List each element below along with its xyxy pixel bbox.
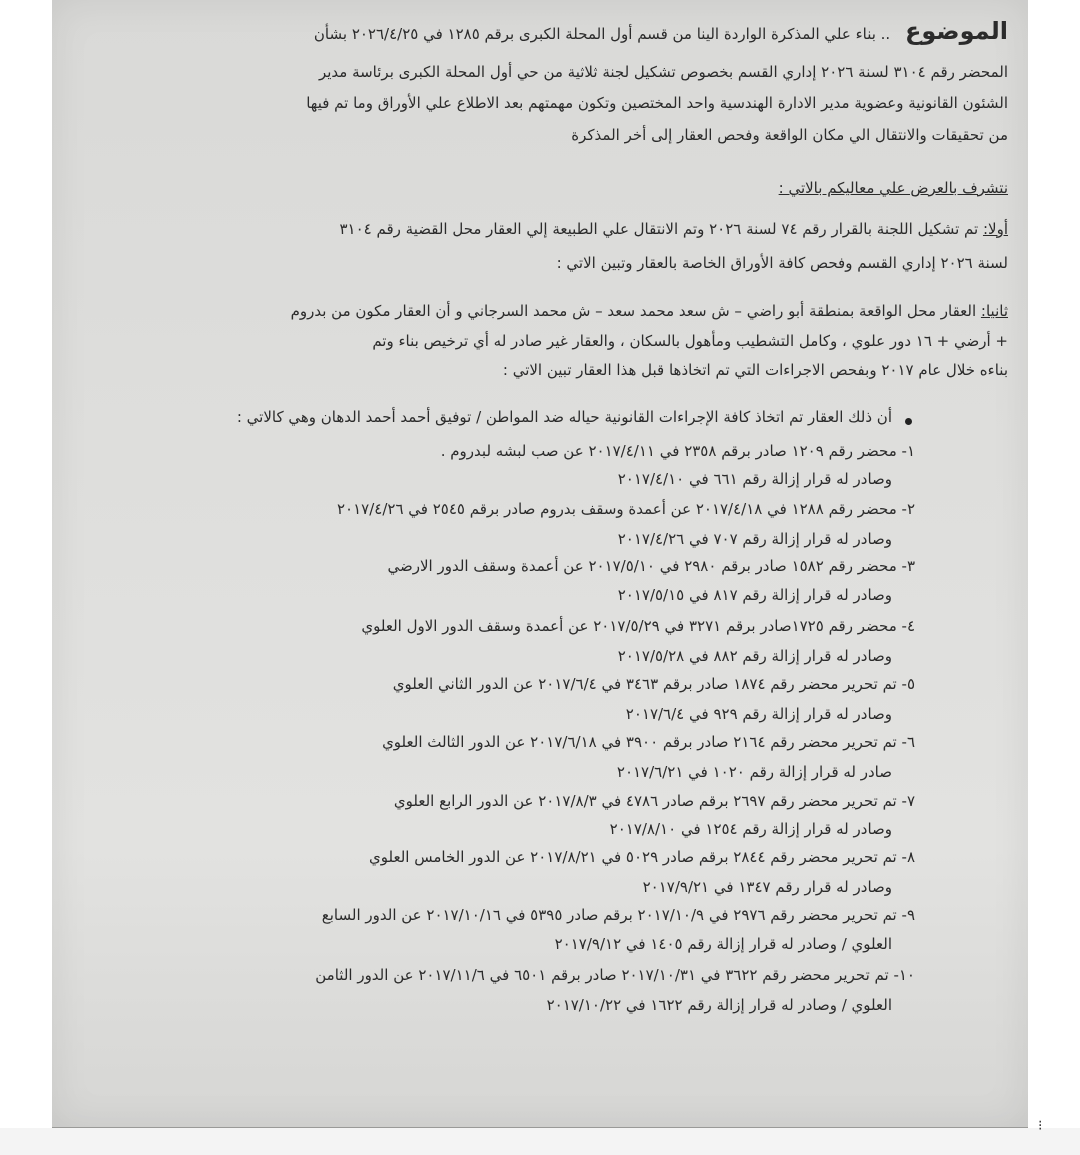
item-1-line-1 — [441, 442, 915, 461]
item-text: محضر رقم ١٢٨٨ في ٢٠١٧/٤/١٨ عن أعمدة وسقف بدروم صادر برقم ٢٥٤٥ في ٢٠١٧/٤/٢٦ — [337, 500, 897, 518]
item-number: ٧- — [901, 792, 915, 810]
item-4-line-2: وصادر له قرار إزالة رقم ٨٨٢ في ٢٠١٧/٥/٢٨ — [617, 647, 892, 665]
item-6-line-2: صادر له قرار إزالة رقم ١٠٢٠ في ٢٠١٧/٦/٢١ — [616, 763, 892, 781]
first-text-1: تم تشكيل اللجنة بالقرار رقم ٧٤ لسنة ٢٠٢٦ وتم الانتقال علي الطبيعة إلي العقار محل القضية رقم ٣١٠٤ — [339, 220, 979, 238]
item-number: ٥- — [901, 675, 915, 693]
item-7-line-1 — [394, 792, 915, 811]
item-text: محضر رقم ١٥٨٢ صادر برقم ٢٩٨٠ في ٢٠١٧/٥/١٠ عن أعمدة وسقف الدور الارضي — [387, 557, 897, 575]
first-line-2: لسنة ٢٠٢٦ إداري القسم وفحص كافة الأوراق الخاصة بالعقار وتبين الاتي : — [556, 254, 1008, 272]
second-label: ثانيا: — [980, 302, 1008, 320]
item-10-line-2: العلوي / وصادر له قرار إزالة رقم ١٦٢٢ في ٢٠١٧/١٠/٢٢ — [546, 996, 892, 1014]
item-number: ٦- — [901, 733, 915, 751]
item-5-line-2: وصادر له قرار إزالة رقم ٩٢٩ في ٢٠١٧/٦/٤ — [625, 705, 892, 723]
item-text: تم تحرير محضر رقم ٢٨٤٤ برقم صادر ٥٠٢٩ في ٢٠١٧/٨/٢١ عن الدور الخامس العلوي — [369, 848, 897, 866]
honor-line: نتشرف بالعرض علي معاليكم بالاتي : — [778, 179, 1008, 197]
subject-line-3: الشئون القانونية وعضوية مدير الادارة الهندسية واحد المختصين وتكون مهمتهم بعد الاطلاع علي الأوراق وما تم فيها — [306, 94, 1008, 112]
item-4-line-1 — [361, 617, 915, 636]
second-text-1: العقار محل الواقعة بمنطقة أبو راضي – ش سعد محمد سعد – ش محمد السرجاني و أن العقار مكون من بدروم — [290, 302, 977, 320]
item-3-line-1 — [387, 557, 915, 576]
item-9-line-2: العلوي / وصادر له قرار إزالة رقم ١٤٠٥ في ٢٠١٧/٩/١٢ — [554, 935, 892, 953]
subject-label: الموضوع — [904, 17, 1008, 45]
item-number: ٩- — [901, 906, 915, 924]
first-label: أولا: — [982, 220, 1008, 238]
item-2-line-2: وصادر له قرار إزالة رقم ٧٠٧ في ٢٠١٧/٤/٢٦ — [617, 530, 892, 548]
item-text: تم تحرير محضر رقم ٢٦٩٧ برقم صادر ٤٧٨٦ في ٢٠١٧/٨/٣ عن الدور الرابع العلوي — [393, 792, 897, 810]
item-8-line-1 — [369, 848, 915, 867]
item-text: تم تحرير محضر رقم ١٨٧٤ صادر برقم ٣٤٦٣ في ٢٠١٧/٦/٤ عن الدور الثاني العلوي — [392, 675, 897, 693]
item-number: ١- — [901, 442, 915, 460]
subject-line-1 — [313, 17, 1008, 45]
item-6-line-1 — [382, 733, 915, 752]
background-strip — [0, 1128, 1080, 1155]
item-number: ١٠- — [893, 966, 915, 984]
item-9-line-1 — [322, 906, 915, 925]
subject-line-4: من تحقيقات والانتقال الي مكان الواقعة وفحص العقار إلى أخر المذكرة — [571, 126, 1008, 144]
item-number: ٢- — [901, 500, 915, 518]
first-line-1 — [340, 220, 1009, 239]
item-8-line-2: وصادر له قرار رقم ١٣٤٧ في ٢٠١٧/٩/٢١ — [642, 878, 892, 896]
item-number: ٤- — [901, 617, 915, 635]
item-text: تم تحرير محضر رقم ٣٦٢٢ في ٢٠١٧/١٠/٣١ صادر برقم ٦٥٠١ في ٢٠١٧/١١/٦ عن الدور الثامن — [315, 966, 889, 984]
item-text: محضر رقم ١٢٠٩ صادر برقم ٢٣٥٨ في ٢٠١٧/٤/١١ عن صب لبشه لبدروم . — [440, 442, 897, 460]
second-line-2: + أرضي + ١٦ دور علوي ، وكامل التشطيب ومأهول بالسكان ، والعقار غير صادر له أي ترخيص بناء وتم — [372, 332, 1008, 350]
margin-mark: ⁝ — [1038, 1118, 1043, 1134]
subject-text-1: .. بناء علي المذكرة الواردة الينا من قسم أول المحلة الكبرى برقم ١٢٨٥ في ٢٠٢٦/٤/٢٥ بشأن — [313, 25, 891, 43]
second-line-3: بناءه خلال عام ٢٠١٧ وبفحص الاجراءات التي تم اتخاذها قبل هذا العقار تبين الاتي : — [502, 361, 1008, 379]
item-text: تم تحرير محضر رقم ٢١٦٤ صادر برقم ٣٩٠٠ في ٢٠١٧/٦/١٨ عن الدور الثالث العلوي — [382, 733, 897, 751]
item-text: تم تحرير محضر رقم ٢٩٧٦ في ٢٠١٧/١٠/٩ برقم صادر ٥٣٩٥ في ٢٠١٧/١٠/١٦ عن الدور السابع — [321, 906, 897, 924]
item-7-line-2: وصادر له قرار إزالة رقم ١٢٥٤ في ٢٠١٧/٨/١٠ — [609, 820, 892, 838]
item-10-line-1 — [315, 966, 915, 985]
item-1-line-2: وصادر له قرار إزالة رقم ٦٦١ في ٢٠١٧/٤/١٠ — [617, 470, 892, 488]
bullet-text: أن ذلك العقار تم اتخاذ كافة الإجراءات القانونية حياله ضد المواطن / توفيق أحمد أحمد الدهان وهي كالاتي : — [236, 408, 892, 426]
item-3-line-2: وصادر له قرار إزالة رقم ٨١٧ في ٢٠١٧/٥/١٥ — [617, 586, 892, 604]
item-5-line-1 — [393, 675, 915, 694]
item-number: ٣- — [901, 557, 915, 575]
subject-line-2: المحضر رقم ٣١٠٤ لسنة ٢٠٢٦ إداري القسم بخصوص تشكيل لجنة ثلاثية من حي أول المحلة الكبرى برئاسة مدير — [318, 63, 1008, 81]
bullet-dot — [905, 418, 912, 425]
item-text: محضر رقم ١٧٢٥صادر برقم ٣٢٧١ في ٢٠١٧/٥/٢٩ عن أعمدة وسقف الدور الاول العلوي — [361, 617, 897, 635]
item-2-line-1 — [337, 500, 915, 519]
second-line-1 — [291, 302, 1008, 321]
item-number: ٨- — [901, 848, 915, 866]
